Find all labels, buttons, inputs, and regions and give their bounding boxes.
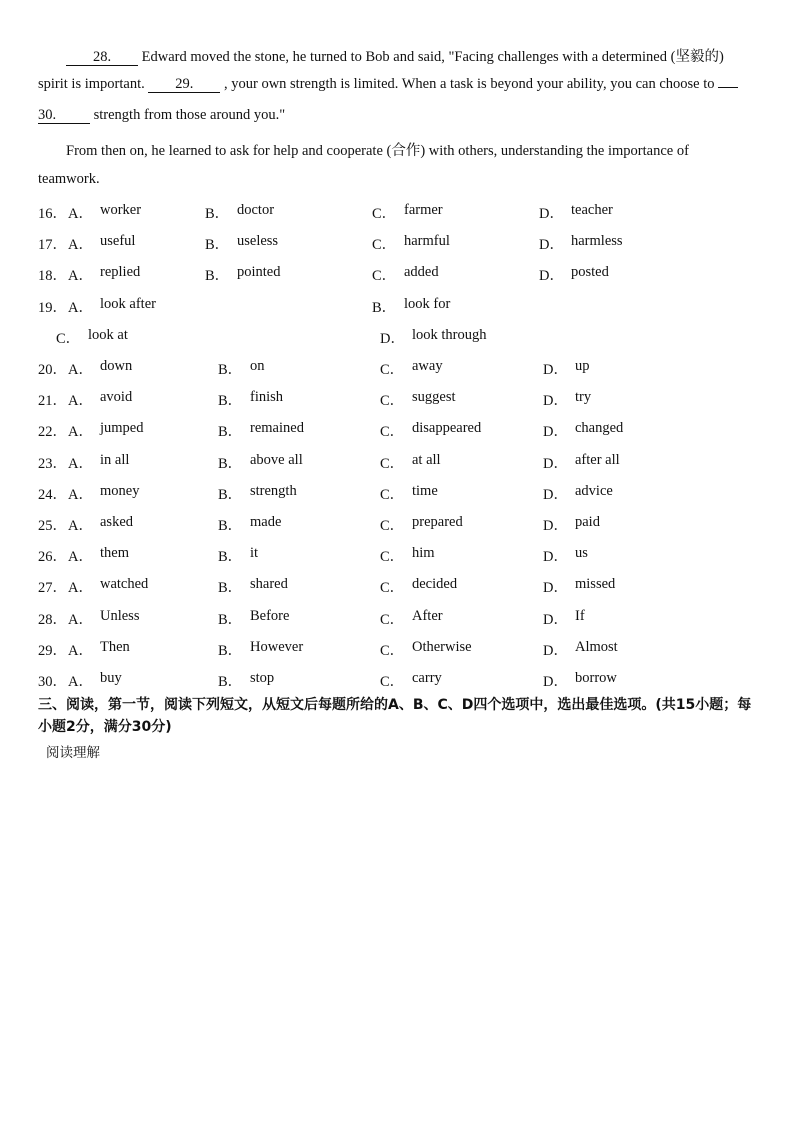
option-text: Before: [250, 607, 290, 624]
option-text: pointed: [237, 264, 281, 281]
question-number: 21．: [38, 393, 67, 410]
option-letter: B．: [218, 424, 243, 441]
option-text: strength: [250, 482, 297, 499]
passage-line-4: From then on, he learned to ask for help and cooperate (合作) with others, understanding the importance of: [66, 143, 689, 159]
option-text: borrow: [575, 670, 617, 686]
option-letter: C．: [372, 268, 397, 285]
option-text: useful: [100, 233, 136, 250]
option-letter: B．: [218, 362, 243, 378]
option-letter: C．: [380, 424, 405, 441]
option-letter: A．: [68, 393, 93, 410]
option-text: above all: [250, 451, 303, 468]
option-letter: A．: [68, 237, 93, 254]
option-text: Almost: [575, 638, 618, 655]
option-text: after all: [575, 451, 620, 468]
option-letter: C．: [380, 674, 405, 690]
option-letter: B．: [218, 580, 243, 597]
option-text: down: [100, 358, 133, 374]
option-letter: D．: [543, 455, 568, 472]
option-letter: A．: [68, 206, 93, 222]
option-text: advice: [575, 482, 613, 499]
option-letter: B．: [218, 393, 243, 410]
question-number: 19．: [38, 299, 67, 316]
option-text: jumped: [100, 420, 144, 437]
option-letter: C．: [372, 206, 397, 222]
passage-line-5: teamwork.: [38, 171, 100, 187]
option-text: at all: [412, 451, 441, 468]
option-letter: A．: [68, 549, 93, 566]
option-text: changed: [575, 420, 624, 437]
option-text: posted: [571, 264, 609, 281]
option-text: money: [100, 482, 140, 499]
option-letter: C．: [380, 580, 405, 597]
option-text: try: [575, 389, 592, 406]
option-letter: A．: [68, 362, 93, 378]
option-letter: A．: [68, 642, 93, 659]
option-text: remained: [250, 420, 304, 437]
option-text: teacher: [571, 202, 613, 218]
option-text: disappeared: [412, 420, 482, 437]
option-letter: C．: [380, 455, 405, 472]
question-number: 27．: [38, 580, 67, 597]
option-text: missed: [575, 576, 616, 593]
option-text: harmless: [571, 233, 623, 250]
option-letter: C．: [372, 237, 397, 254]
option-letter: B．: [205, 268, 230, 285]
option-letter: C．: [380, 642, 405, 659]
blank-28: 28.: [66, 50, 138, 66]
option-text: away: [412, 358, 443, 374]
option-letter: B．: [205, 237, 230, 254]
option-text: decided: [412, 576, 458, 593]
passage-line-2: [38, 76, 738, 93]
option-letter: D．: [543, 580, 568, 597]
option-text: up: [575, 358, 590, 374]
option-letter: D．: [380, 330, 405, 347]
option-letter: A．: [68, 674, 93, 690]
option-letter: A．: [68, 299, 93, 316]
option-text: If: [575, 607, 585, 624]
option-letter: C．: [56, 330, 81, 347]
option-letter: C．: [380, 549, 405, 566]
option-letter: D．: [543, 518, 568, 534]
option-letter: D．: [543, 362, 568, 378]
question-number: 30．: [38, 674, 67, 690]
option-letter: A．: [68, 424, 93, 441]
question-number: 18．: [38, 268, 67, 285]
option-letter: D．: [539, 237, 564, 254]
question-number: 22．: [38, 424, 67, 441]
option-letter: B．: [205, 206, 230, 222]
option-letter: D．: [543, 393, 568, 410]
option-text: Unless: [100, 607, 140, 624]
option-letter: C．: [380, 518, 405, 534]
option-text: him: [412, 545, 435, 562]
question-number: 23．: [38, 455, 67, 472]
option-text: avoid: [100, 389, 133, 406]
option-text: Then: [100, 638, 130, 655]
passage-line-1: [66, 45, 724, 66]
option-text: carry: [412, 670, 442, 686]
option-letter: D．: [543, 424, 568, 441]
option-text: it: [250, 545, 259, 562]
option-text: them: [100, 545, 129, 562]
option-letter: B．: [218, 518, 243, 534]
option-text: made: [250, 514, 282, 530]
question-number: 29．: [38, 642, 67, 659]
option-letter: A．: [68, 486, 93, 503]
question-number: 17．: [38, 237, 67, 254]
option-text: suggest: [412, 389, 456, 406]
option-letter: D．: [543, 486, 568, 503]
option-text: However: [250, 638, 304, 655]
question-number: 24．: [38, 486, 67, 503]
option-text: farmer: [404, 202, 443, 218]
option-text: worker: [100, 202, 142, 218]
passage-line-1-text: Edward moved the stone, he turned to Bob and said, "Facing challenges with a determined (坚毅的): [141, 49, 724, 65]
option-text: paid: [575, 514, 600, 530]
blank-30: 30.: [38, 108, 90, 124]
option-letter: D．: [539, 268, 564, 285]
option-letter: C．: [380, 362, 405, 378]
option-text: look at: [88, 326, 128, 343]
option-letter: A．: [68, 580, 93, 597]
question-number: 28．: [38, 611, 67, 628]
option-text: time: [412, 482, 438, 499]
option-letter: B．: [218, 549, 243, 566]
question-number: 25．: [38, 518, 67, 534]
option-text: us: [575, 545, 588, 562]
passage-line-3-text: strength from those around you.": [93, 107, 286, 123]
option-text: finish: [250, 389, 284, 406]
option-letter: B．: [218, 611, 243, 628]
option-letter: B．: [218, 674, 243, 690]
question-number: 26．: [38, 549, 67, 566]
option-text: in all: [100, 451, 130, 468]
option-text: asked: [100, 514, 134, 530]
question-number: 20．: [38, 362, 67, 378]
option-letter: D．: [543, 642, 568, 659]
blank-29: 29.: [148, 77, 220, 93]
option-letter: A．: [68, 518, 93, 534]
option-letter: D．: [539, 206, 564, 222]
option-letter: B．: [218, 486, 243, 503]
option-letter: B．: [372, 299, 397, 316]
option-text: added: [404, 264, 439, 281]
passage-line-3: [38, 107, 285, 124]
option-text: After: [412, 607, 443, 624]
option-letter: C．: [380, 611, 405, 628]
option-text: look for: [404, 295, 451, 312]
option-letter: C．: [380, 486, 405, 503]
option-text: buy: [100, 670, 122, 686]
option-text: doctor: [237, 202, 275, 218]
option-letter: A．: [68, 268, 93, 285]
blank-30-start: [718, 87, 738, 88]
section-heading: 三、阅读，第一节，阅读下列短文，从短文后每题所给的A、B、C、D四个选项中，选出最佳选项。(共15小题；每小题2分，满分30分): [38, 697, 752, 735]
option-letter: A．: [68, 611, 93, 628]
option-letter: D．: [543, 611, 568, 628]
option-letter: B．: [218, 455, 243, 472]
option-letter: D．: [543, 674, 568, 690]
option-text: look after: [100, 295, 156, 312]
option-text: watched: [100, 576, 149, 593]
option-text: shared: [250, 576, 288, 593]
section-subtitle: 阅读理解: [46, 745, 100, 761]
passage-line-2-b: , your own strength is limited. When a task is beyond your ability, you can choose to: [223, 76, 715, 92]
option-text: look through: [412, 326, 487, 343]
option-text: Otherwise: [412, 638, 472, 655]
option-text: useless: [237, 233, 279, 250]
option-letter: B．: [218, 642, 243, 659]
option-text: prepared: [412, 514, 463, 530]
option-letter: C．: [380, 393, 405, 410]
option-letter: D．: [543, 549, 568, 566]
option-text: replied: [100, 264, 141, 281]
option-letter: A．: [68, 455, 93, 472]
passage-line-2-a: spirit is important.: [38, 76, 145, 92]
question-number: 16．: [38, 206, 67, 222]
option-text: stop: [250, 670, 275, 686]
option-text: harmful: [404, 233, 450, 250]
option-text: on: [250, 358, 265, 374]
